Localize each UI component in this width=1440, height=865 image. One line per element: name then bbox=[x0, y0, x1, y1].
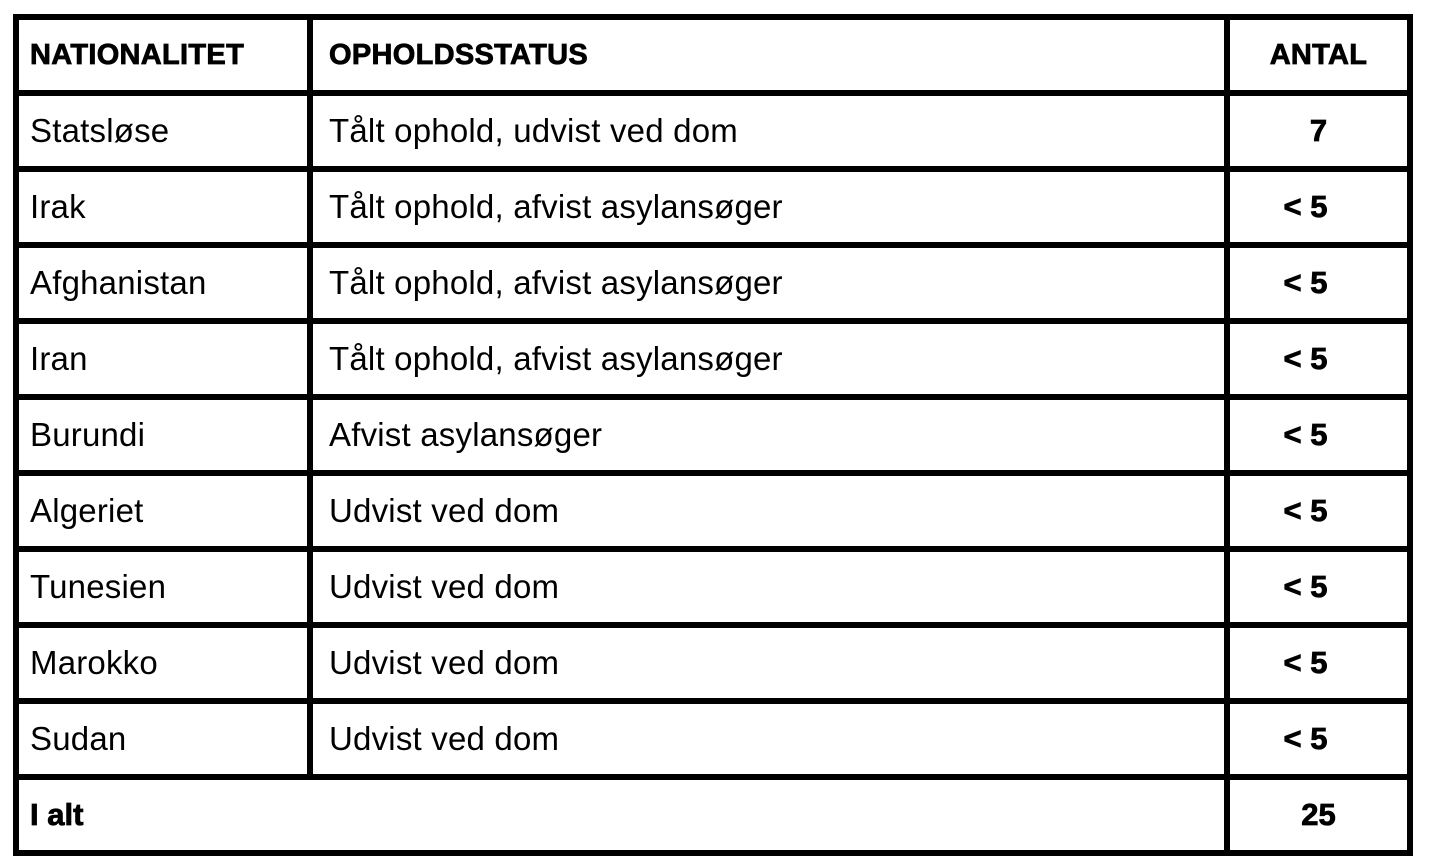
nationality-text: Irak bbox=[30, 188, 86, 225]
nationality-text: Marokko bbox=[30, 644, 158, 681]
count-text: < 5 bbox=[1283, 645, 1328, 680]
cell-nationality bbox=[19, 172, 313, 242]
cell-nationality bbox=[19, 96, 313, 166]
table-row bbox=[19, 552, 1407, 628]
status-text: Udvist ved dom bbox=[329, 492, 560, 529]
table-row bbox=[19, 704, 1407, 780]
cell-count bbox=[1230, 400, 1407, 470]
nationality-text: Tunesien bbox=[30, 568, 167, 605]
cell-status bbox=[313, 400, 1230, 470]
count-text: < 5 bbox=[1283, 265, 1328, 300]
table-row bbox=[19, 96, 1407, 172]
header-nationality: NATIONALITET bbox=[30, 38, 245, 71]
table-header-row bbox=[19, 20, 1407, 96]
nationality-text: Sudan bbox=[30, 720, 127, 757]
status-text: Tålt ophold, udvist ved dom bbox=[329, 112, 738, 149]
cell-nationality bbox=[19, 628, 313, 698]
status-text: Udvist ved dom bbox=[329, 720, 560, 757]
cell-status bbox=[313, 552, 1230, 622]
cell-status bbox=[313, 704, 1230, 774]
total-count: 25 bbox=[1301, 797, 1336, 832]
cell-count bbox=[1230, 628, 1407, 698]
cell-count bbox=[1230, 172, 1407, 242]
cell-total-label bbox=[19, 780, 1230, 850]
status-text: Tålt ophold, afvist asylansøger bbox=[329, 188, 783, 225]
cell-count bbox=[1230, 96, 1407, 166]
count-text: < 5 bbox=[1283, 341, 1328, 376]
nationality-text: Afghanistan bbox=[30, 264, 207, 301]
nationality-text: Statsløse bbox=[30, 112, 170, 149]
table-row bbox=[19, 400, 1407, 476]
cell-count bbox=[1230, 704, 1407, 774]
nationality-text: Algeriet bbox=[30, 492, 144, 529]
count-text: < 5 bbox=[1283, 721, 1328, 756]
header-count: ANTAL bbox=[1269, 38, 1368, 71]
count-text: < 5 bbox=[1283, 493, 1328, 528]
status-text: Udvist ved dom bbox=[329, 568, 560, 605]
cell-nationality bbox=[19, 400, 313, 470]
data-table bbox=[13, 14, 1413, 856]
cell-count bbox=[1230, 324, 1407, 394]
header-cell-count bbox=[1230, 20, 1407, 90]
header-status: OPHOLDSSTATUS bbox=[329, 38, 588, 71]
header-cell-status bbox=[313, 20, 1230, 90]
status-text: Udvist ved dom bbox=[329, 644, 560, 681]
table-row bbox=[19, 476, 1407, 552]
table-total-row bbox=[19, 780, 1407, 850]
nationality-text: Burundi bbox=[30, 416, 146, 453]
count-text: < 5 bbox=[1283, 569, 1328, 604]
table-row bbox=[19, 628, 1407, 704]
cell-nationality bbox=[19, 704, 313, 774]
cell-count bbox=[1230, 248, 1407, 318]
count-text: < 5 bbox=[1283, 189, 1328, 224]
cell-count bbox=[1230, 552, 1407, 622]
cell-status bbox=[313, 324, 1230, 394]
status-text: Tålt ophold, afvist asylansøger bbox=[329, 264, 783, 301]
status-text: Tålt ophold, afvist asylansøger bbox=[329, 340, 783, 377]
cell-nationality bbox=[19, 552, 313, 622]
cell-count bbox=[1230, 476, 1407, 546]
cell-nationality bbox=[19, 476, 313, 546]
cell-status bbox=[313, 628, 1230, 698]
cell-nationality bbox=[19, 248, 313, 318]
table-row bbox=[19, 248, 1407, 324]
header-cell-nationality bbox=[19, 20, 313, 90]
count-text: 7 bbox=[1309, 113, 1328, 148]
cell-status bbox=[313, 172, 1230, 242]
count-text: < 5 bbox=[1283, 417, 1328, 452]
total-label: I alt bbox=[30, 797, 84, 832]
nationality-text: Iran bbox=[30, 340, 88, 377]
cell-nationality bbox=[19, 324, 313, 394]
cell-status bbox=[313, 476, 1230, 546]
cell-status bbox=[313, 96, 1230, 166]
cell-status bbox=[313, 248, 1230, 318]
table-row bbox=[19, 172, 1407, 248]
cell-total-count bbox=[1230, 780, 1407, 850]
table-row bbox=[19, 324, 1407, 400]
status-text: Afvist asylansøger bbox=[329, 416, 603, 453]
